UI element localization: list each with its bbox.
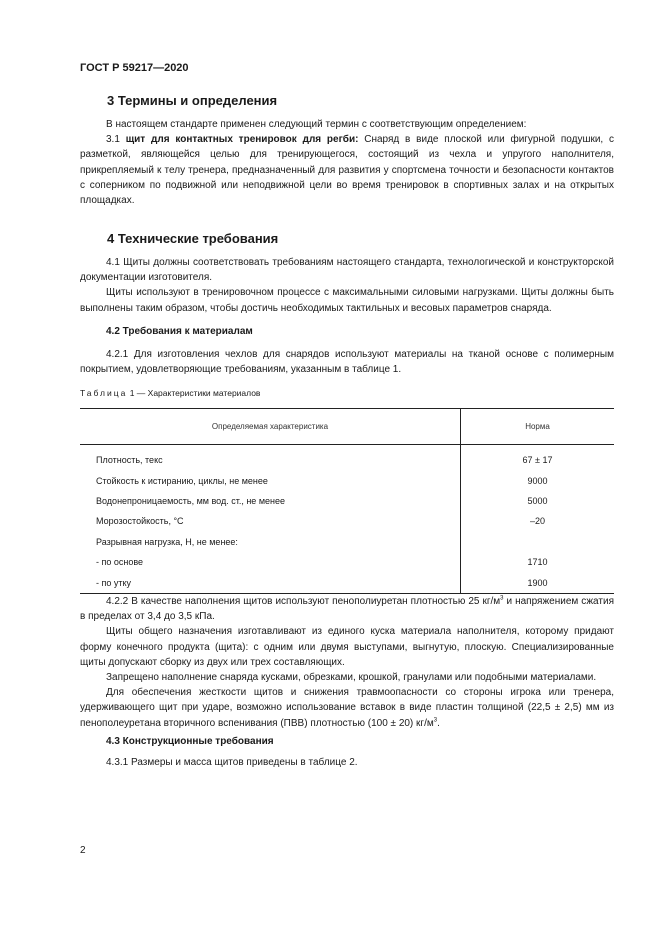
paragraph-4-3-1: 4.3.1 Размеры и масса щитов приведены в таблице 2. xyxy=(106,757,358,768)
term-3-1: 3.1 щит для контактных тренировок для регби: Снаряд в виде плоской или фигурной подушки, с разметкой, являющейся целью для тренирующегося, состоящий из чехла и упругого наполнителя, прикрепляемый к телу тренера, предназначенный для развития у спортсмена точности и безопасности контактов с соперником по подвижной или неподвижной цели во время тренировок в спортивных залах и на открытых площадках. xyxy=(80,134,615,207)
table-cell-name: - по утку xyxy=(80,572,461,593)
section-3-intro: В настоящем стандарте применен следующий термин с соответствующим определением: xyxy=(106,119,527,130)
section-3-title: 3 Термины и определения xyxy=(107,93,278,108)
page-number: 2 xyxy=(80,845,86,856)
table-cell-name: Стойкость к истиранию, циклы, не менее xyxy=(80,470,461,490)
subsection-4-3-title: 4.3 Конструкционные требования xyxy=(106,736,274,747)
section-4-1-text xyxy=(80,255,614,316)
table-cell-value: 5000 xyxy=(527,495,548,506)
section-3-text xyxy=(80,117,614,208)
table-cell-value: 1710 xyxy=(527,557,548,568)
table-row xyxy=(80,445,614,471)
table-cell-value: 67 ± 17 xyxy=(522,455,553,466)
table-row xyxy=(80,572,614,593)
paragraph-4-2-1: 4.2.1 Для изготовления чехлов для снарядов используют материалы на тканой основе с полимерным покрытием, удовлетворяющие требованиям, указанным в таблице 1. xyxy=(80,349,614,376)
table-row xyxy=(80,491,614,511)
paragraph-4-2-2-c: Запрещено наполнение снаряда кусками, обрезками, крошкой, гранулами или подобными материалами. xyxy=(106,672,597,684)
paragraph-4-1-b: Щиты используют в тренировочном процессе с максимальными силовыми нагрузками. Щиты должны быть выполнены таким образом, чтобы достичь необходимых тактильных и весовых параметров снаряда. xyxy=(80,287,614,314)
table-row xyxy=(80,532,614,552)
table-row xyxy=(80,470,614,490)
section-4-title: 4 Технические требования xyxy=(107,231,279,246)
subsection-4-2-title: 4.2 Требования к материалам xyxy=(106,326,253,337)
table-cell-name: Плотность, текс xyxy=(80,445,461,471)
table-cell-value: –20 xyxy=(529,516,546,527)
table-col-characteristic: Определяемая характеристика xyxy=(80,409,461,445)
materials-table xyxy=(80,408,614,594)
paragraph-4-2-2: 4.2.2 В качестве наполнения щитов используют пенополиуретан плотностью 25 $кг/м^3$ и напряжением сжатия в пределах от 3,4 до 3,5 кПа. xyxy=(80,595,614,623)
document-header: ГОСТ Р 59217—2020 xyxy=(80,62,189,74)
table-cell-value: 1900 xyxy=(461,572,615,593)
table-cell-name: Водонепроницаемость, мм вод. ст., не менее xyxy=(80,491,461,511)
table-col-norm: Норма xyxy=(461,409,615,445)
table-row xyxy=(80,511,614,531)
table-row xyxy=(80,552,614,572)
table-cell-value: 9000 xyxy=(527,475,548,486)
table-cell-value xyxy=(461,532,615,552)
paragraph-4-2-2-d: Для обеспечения жесткости щитов и снижения травмоопасности со стороны игрока или тренера, удерживающего щит при ударе, возможно использование вставок в виде пластин толщиной (22,5 ± 2,5) мм из пенополеуретана вторичного вспенивания (ПВВ) плотностью (100 ± 20) $кг/м^3$. xyxy=(80,687,614,729)
term-name: щит для контактных тренировок для регби: xyxy=(125,134,359,146)
section-4-2-2-text xyxy=(80,594,614,731)
paragraph-4-2-2-b: Щиты общего назначения изготавливают из единого куска материала наполнителя, которому придают форму конечного продукта (щита): с одним или двумя выступами, выгнутую, плоскую. Специализированные щиты допускают сборку из двух или трех составляющих. xyxy=(80,626,614,668)
table-1-caption: Таблица 1 — Характеристики материалов xyxy=(80,388,261,398)
table-header-row xyxy=(80,409,614,445)
paragraph-4-1: 4.1 Щиты должны соответствовать требованиям настоящего стандарта, технологической и конструкторской документации изготовителя. xyxy=(80,257,614,284)
table-cell-name: - по основе xyxy=(80,552,461,572)
table-cell-name: Морозостойкость, °С xyxy=(80,511,461,531)
table-cell-name: Разрывная нагрузка, Н, не менее: xyxy=(80,532,461,552)
